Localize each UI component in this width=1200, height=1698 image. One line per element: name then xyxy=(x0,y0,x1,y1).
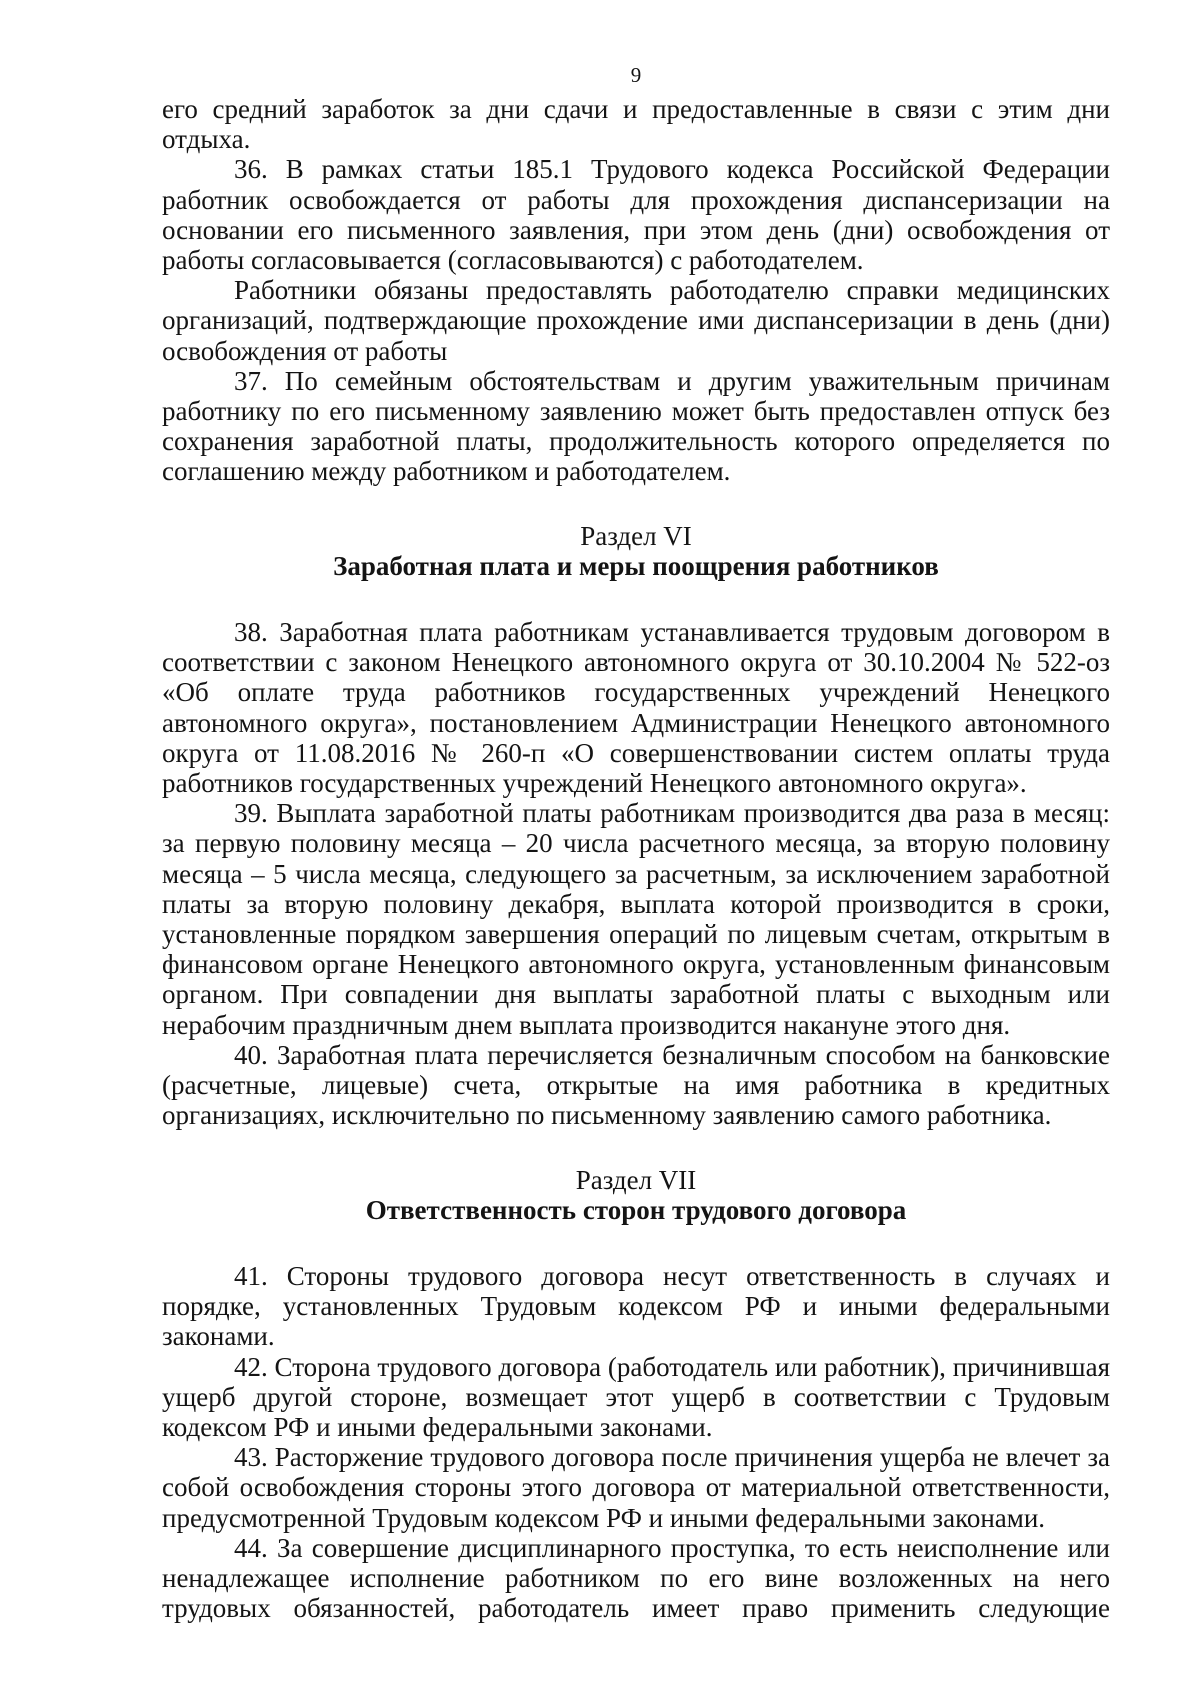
paragraph: его средний заработок за дни сдачи и предоставленные в связи с этим дни отдыха. xyxy=(162,94,1110,155)
document-page xyxy=(162,60,1110,1623)
paragraph: 43. Расторжение трудового договора после причинения ущерба не влечет за собой освобождения стороны этого договора от материальной ответственности, предусмотренной Трудовым кодексом РФ и иными федеральными законами. xyxy=(162,1442,1110,1533)
paragraph: 40. Заработная плата перечисляется безналичным способом на банковские (расчетные, лицевые) счета, открытые на имя работника в кредитных организациях, исключительно по письменному заявлению самого работника. xyxy=(162,1039,1110,1131)
section-label: Раздел VII xyxy=(575,1164,697,1195)
section-label: Раздел VI xyxy=(580,520,692,551)
paragraph: 39. Выплата заработной платы работникам производится два раза в месяц: за первую половину месяца – 20 числа расчетного месяца, за вторую половину месяца – 5 числа месяца, следующего за расчетным, за исключением заработной платы за вторую половину декабря, выплата которой производится в сроки, установленные порядком завершения операций по лицевым счетам, открытым в финансовом органе Ненецкого автономного округа, установленным финансовым органом. При совпадении дня выплаты заработной платы с выходным или нерабочим праздничным днем выплата производится накануне этого дня. xyxy=(162,798,1110,1040)
document-body xyxy=(162,94,1110,1623)
paragraph: 36. В рамках статьи 185.1 Трудового кодекса Российской Федерации работник освобождается от работы для прохождения диспансеризации на основании его письменного заявления, при этом день (дни) освобождения от работы согласовывается (согласовываются) с работодателем. xyxy=(162,154,1110,276)
paragraph: Работники обязаны предоставлять работодателю справки медицинских организаций, подтверждающие прохождение ими диспансеризации в день (дни) освобождения от работы xyxy=(162,275,1110,366)
paragraph: 42. Сторона трудового договора (работодатель или работник), причинившая ущерб другой стороне, возмещает этот ущерб в соответствии с Трудовым кодексом РФ и иными федеральными законами. xyxy=(162,1351,1110,1442)
paragraph: 44. За совершение дисциплинарного проступка, то есть неисполнение или ненадлежащее исполнение работником по его вине возложенных на него трудовых обязанностей, работодатель имеет право применить следующие xyxy=(162,1532,1110,1624)
paragraph: 41. Стороны трудового договора несут ответственность в случаях и порядке, установленных Трудовым кодексом РФ и иными федеральными законами. xyxy=(162,1260,1110,1352)
paragraph: 38. Заработная плата работникам устанавливается трудовым договором в соответствии с законом Ненецкого автономного округа от 30.10.2004 № 522-оз «Об оплате труда работников государственных учреждений Ненецкого автономного округа», постановлением Администрации Ненецкого автономного округа от 11.08.2016 № 260-п «О совершенствовании систем оплаты труда работников государственных учреждений Ненецкого автономного округа». xyxy=(162,617,1110,799)
page-number: 9 xyxy=(630,63,642,87)
paragraph: 37. По семейным обстоятельствам и другим уважительным причинам работнику по его письменному заявлению может быть предоставлен отпуск без сохранения заработной платы, продолжительность которого определяется по соглашению между работником и работодателем. xyxy=(162,365,1110,487)
section-title: Заработная плата и меры поощрения работников xyxy=(333,550,939,581)
section-title: Ответственность сторон трудового договора xyxy=(365,1194,907,1225)
